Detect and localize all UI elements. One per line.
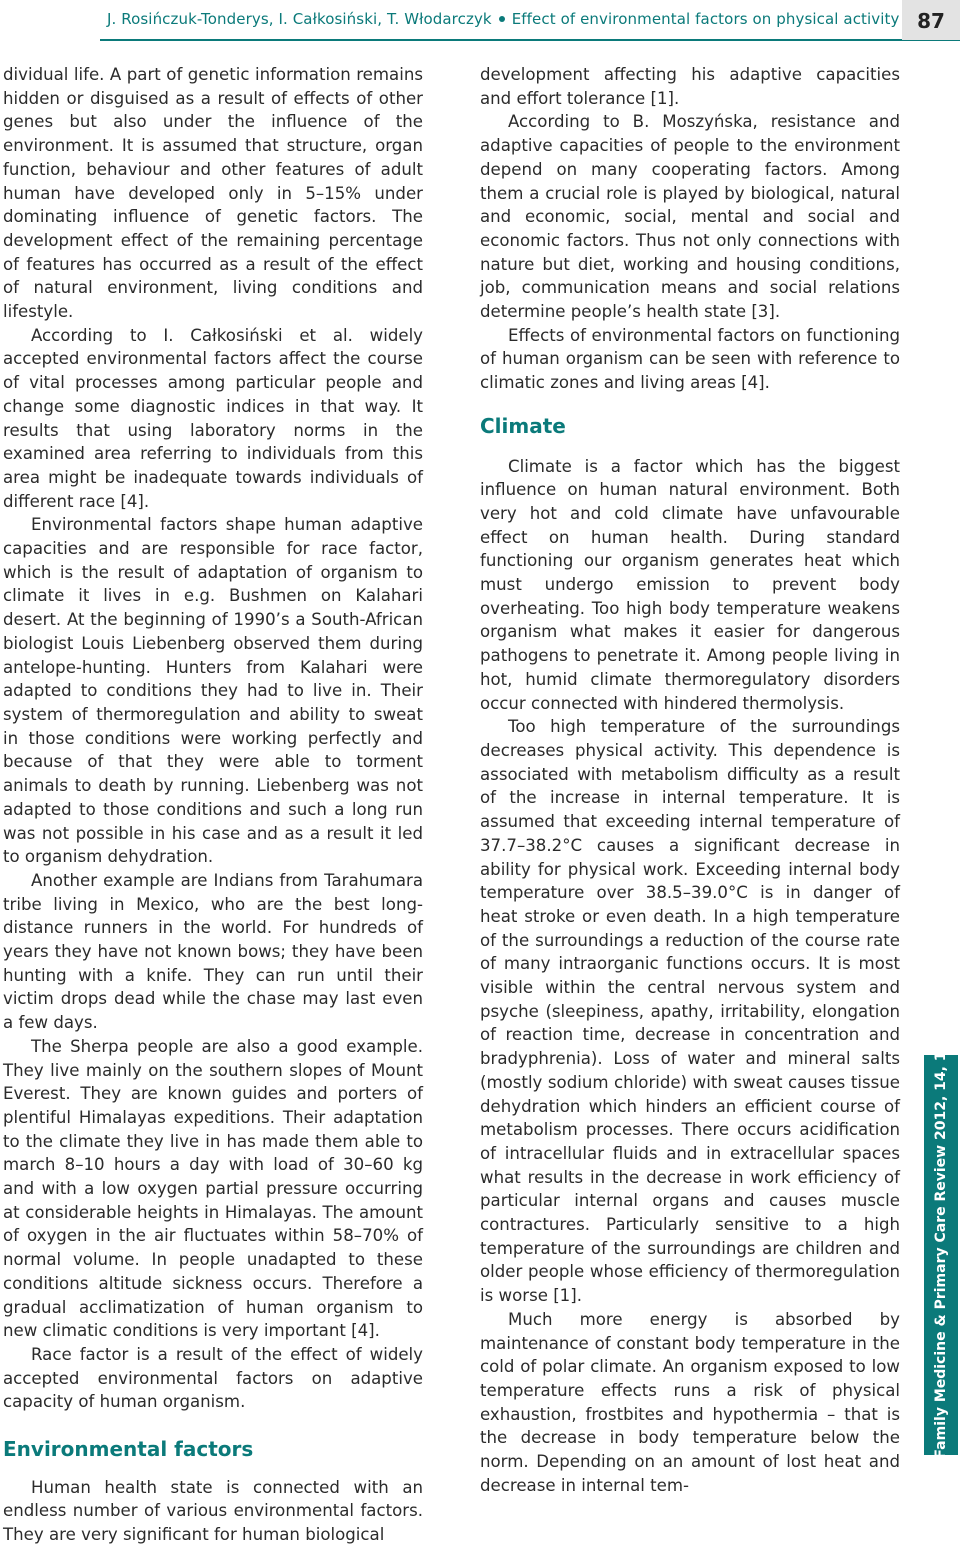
bullet-dot-icon	[499, 16, 505, 22]
left-paragraph-6: Race factor is a result of the effect of widely accepted environmental factors on adaptive capacity of human organism.	[3, 1344, 423, 1412]
left-section-paragraph-1: Human health state is connected with an endless number of various environmental factors. They are very significant for human biological	[3, 1477, 423, 1545]
left-column	[3, 63, 423, 1547]
left-paragraph-5: The Sherpa people are also a good example. They live mainly on the southern slopes of Mount Everest. They are known guides and porters of plentiful Himalayas expeditions. Their adaptation to the climate they live in has made them able to march 8–10 hours a day with load of 30–60 kg and with a low oxygen partial pressure occurring at considerable heights in Himalayas. The amount of oxygen in the air fluctuates within 58–70% of normal volume. In people unadapted to these conditions altitude sickness occurs. Therefore a gradual acclimatization of human organism to new climatic conditions is very important [4].	[3, 1036, 423, 1341]
section-heading-environmental-factors: Environmental factors	[3, 1437, 254, 1462]
header-rule	[100, 39, 960, 41]
left-paragraph-3: Environmental factors shape human adaptive capacities and are responsible for race factor, which is the result of adaptation of organism to climate it lives in e.g. Bushmen on Kalahari desert. At the beginning of 1990’s a South-African biologist Louis Liebenberg observed them during antelope-hunting. Hunters from Kalahari were adapted to conditions they had to live in. Their system of thermoregulation and ability to sweat in those conditions were working perfectly and because of that they were able to torment animals to death by running. Liebenberg was not adapted to those conditions and such a long run was not possible in his case and as a result it led to organism dehydration.	[3, 515, 423, 867]
journal-side-band	[924, 1051, 958, 1459]
header-authors: J. Rosińczuk-Tonderys, I. Całkosiński, T. Włodarczyk	[107, 10, 492, 28]
section-heading-climate: Climate	[480, 413, 566, 438]
right-paragraph-1: development affecting his adaptive capacities and effort tolerance [1].	[480, 65, 900, 108]
running-header	[0, 0, 960, 40]
right-column	[480, 63, 900, 1497]
right-paragraph-3: Effects of environmental factors on functioning of human organism can be seen with reference to climatic zones and living areas [4].	[480, 325, 900, 393]
left-paragraph-1: dividual life. A part of genetic information remains hidden or disguised as a result of effects of other genes but also under the influence of the environment. It is assumed that structure, organ function, behaviour and other features of adult human have developed only in 5–15% under dominating influence of genetic factors. The development effect of the remaining percentage of features has occurred as a result of the effect of natural environment, living conditions and lifestyle.	[3, 65, 423, 322]
right-section-paragraph-3: Much more energy is absorbed by maintenance of constant body temperature in the cold of polar climate. An organism exposed to low temperature effects runs a risk of physical exhaustion, frostbites and hypothermia – that is the decrease in body temperature below the norm. Depending on an amount of lost heat and decrease in internal tem-	[480, 1309, 900, 1495]
right-section-paragraph-2: Too high temperature of the surroundings decreases physical activity. This dependence is associated with metabolism difficulty as a result of the increase in internal temperature. It is assumed that exceeding internal temperature of 37.7–38.2°C causes a significant decrease in ability for physical work. Exceeding internal body temperature over 38.5–39.0°C is in danger of heat stroke or even death. In a high temperature of the surroundings a reduction of the course rate of many intraorganic functions occurs. It is most visible within the central nervous system and psyche (sleepiness, apathy, irritability, elongation of reaction time, decrease in concentration and bradyphrenia). Loss of water and mineral salts (mostly sodium chloride) with sweat causes tissue dehydration which hinders an efficient course of metabolism processes. There occurs acidification of intracellular fluids and in extracellular spaces what results in the decrease in work efficiency of particular internal organs and causes muscle contractures. Particularly sensitive to a high temperature of the surroundings are children and older people whose efficiency of thermoregulation is worse [1].	[480, 717, 900, 1306]
journal-label: Family Medicine & Primary Care Review 2012, 14, 1	[933, 1051, 949, 1459]
left-paragraph-4: Another example are Indians from Tarahumara tribe living in Mexico, who are the best long-distance runners in the world. For hundreds of years they have not known bows; they have been hunting with a knife. They can run until their victim drops dead while the chase may last even a few days.	[3, 870, 423, 1033]
header-text	[107, 10, 900, 28]
right-section-paragraph-1: Climate is a factor which has the biggest influence on human natural environment. Both very hot and cold climate have unfavourable effect on human health. During standard functioning our organism generates heat which must undergo emission to prevent body overheating. Too high body temperature weakens organism what makes it easier for dangerous pathogens to penetrate it. Among people living in hot, humid climate thermoregulatory disorders occur connected with hindered thermolysis.	[480, 456, 900, 713]
page-number: 87	[902, 0, 960, 40]
header-article-title: Effect of environmental factors on physical activity	[511, 10, 900, 28]
right-paragraph-2: According to B. Moszyńska, resistance and adaptive capacities of people to the environment depend on many cooperating factors. Among them a crucial role is played by biological, natural and economic, social, mental and social and economic factors. Thus not only connections with nature but diet, working and housing conditions, job, communication means and social relations determine people’s health state [3].	[480, 112, 900, 322]
left-paragraph-2: According to I. Całkosiński et al. widely accepted environmental factors affect the course of vital processes among particular people and change some diagnostic indices in that way. It results that using laboratory norms in the examined area referring to individuals from this area might be inadequate towards individuals of different race [4].	[3, 325, 423, 511]
